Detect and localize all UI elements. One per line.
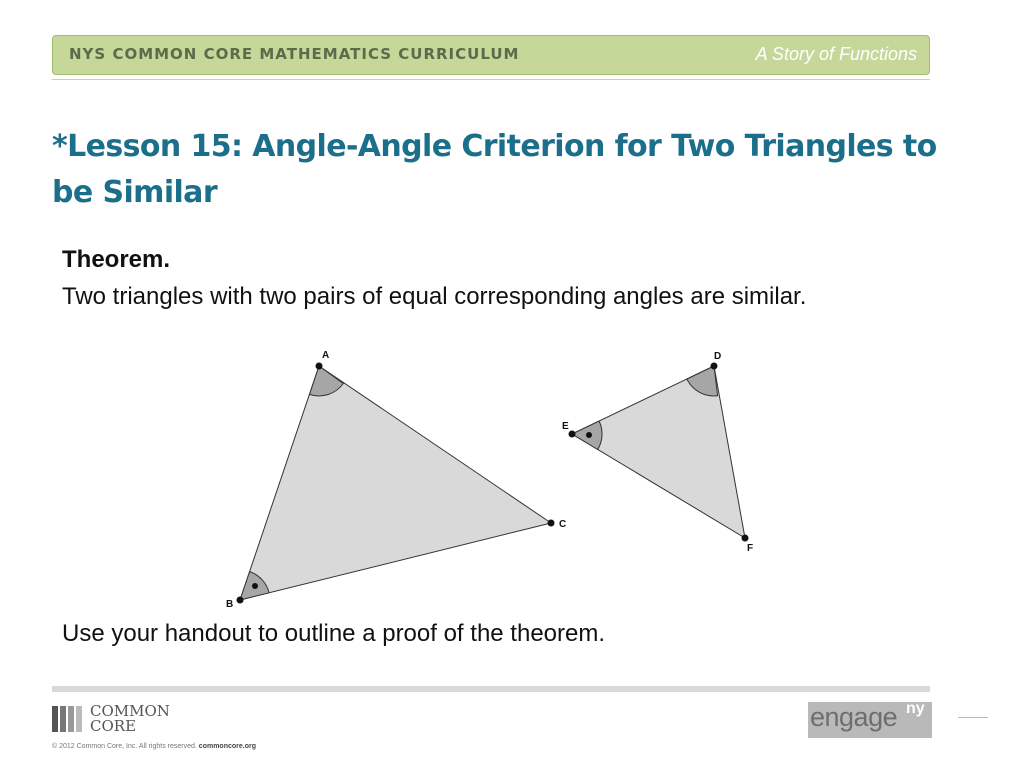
vertex-e-label: E bbox=[562, 421, 569, 432]
common-core-bars-icon bbox=[52, 706, 86, 732]
logo-line-2: CORE bbox=[90, 717, 137, 735]
copyright-text: © 2012 Common Core, Inc. All rights reserved. bbox=[52, 743, 197, 750]
vertex-c bbox=[548, 520, 555, 527]
vertex-c-label: C bbox=[559, 519, 567, 530]
lesson-title: *Lesson 15: Angle-Angle Criterion for Two Triangles to be Similar bbox=[52, 129, 937, 210]
vertex-a-label: A bbox=[322, 350, 330, 361]
vertex-b bbox=[237, 597, 244, 604]
triangle-abc bbox=[226, 350, 566, 610]
vertex-f-label: F bbox=[747, 543, 754, 554]
angle-e-dot bbox=[586, 432, 592, 438]
curriculum-label: NYS COMMON CORE MATHEMATICS CURRICULUM bbox=[69, 45, 520, 63]
logo-line-1: COMMON bbox=[90, 702, 170, 720]
vertex-f bbox=[742, 535, 749, 542]
vertex-b-label: B bbox=[226, 599, 234, 610]
vertex-d bbox=[711, 363, 718, 370]
engage-ny: ny bbox=[906, 702, 925, 717]
triangle-def bbox=[562, 351, 753, 554]
vertex-d-label: D bbox=[714, 351, 722, 362]
engageny-logo bbox=[808, 702, 932, 738]
theorem-label: Theorem. bbox=[62, 246, 171, 273]
module-label: A Story of Functions bbox=[755, 44, 917, 64]
angle-b-dot bbox=[252, 583, 258, 589]
side-divider bbox=[958, 717, 988, 718]
footer-divider bbox=[52, 686, 930, 692]
instruction-text: Use your handout to outline a proof of the theorem. bbox=[62, 620, 606, 647]
copyright-notice bbox=[52, 743, 256, 750]
copyright-link[interactable]: commoncore.org bbox=[198, 743, 256, 750]
theorem-statement: Two triangles with two pairs of equal corresponding angles are similar. bbox=[62, 283, 807, 310]
engage-word: engage bbox=[810, 702, 898, 732]
vertex-e bbox=[569, 431, 576, 438]
vertex-a bbox=[316, 363, 323, 370]
